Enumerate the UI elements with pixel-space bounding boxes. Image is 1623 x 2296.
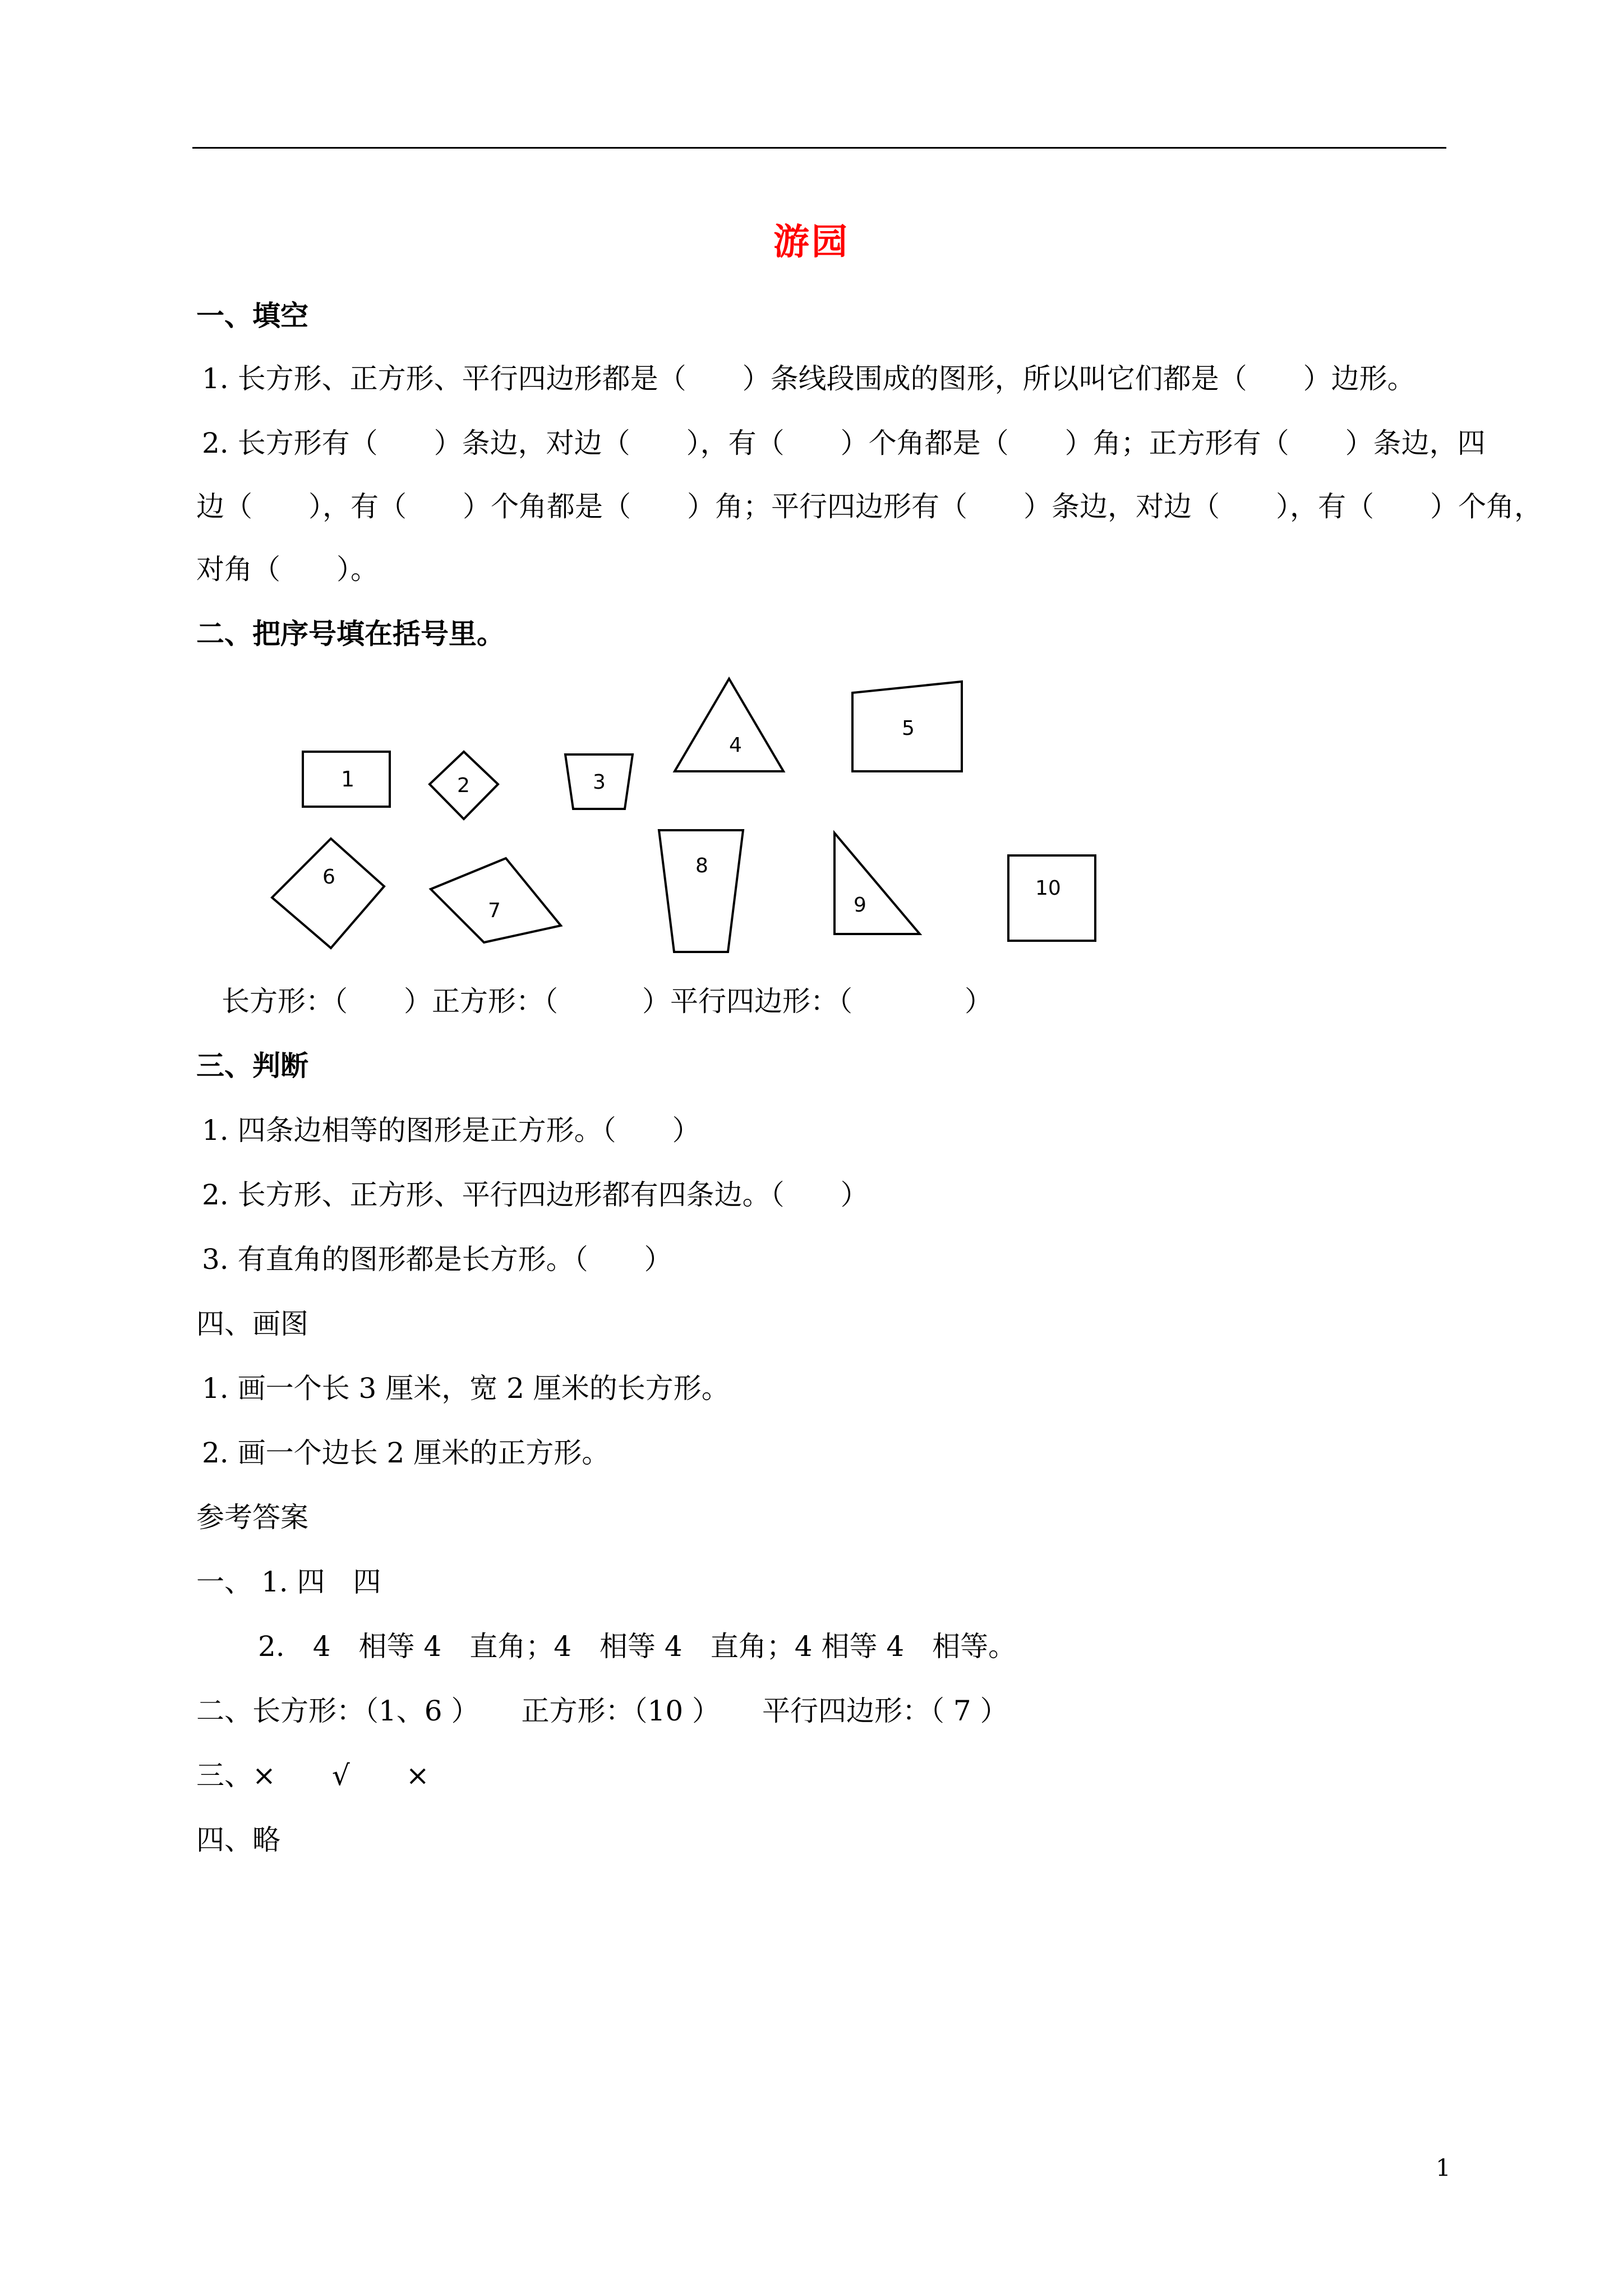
shape-6-label: 6 xyxy=(322,866,335,889)
shape-3-label: 3 xyxy=(593,771,606,794)
page-title: 游园 xyxy=(773,221,850,263)
sec3-question-3: 3. 有直角的图形都是长方形。（ ） xyxy=(202,1243,672,1276)
answer-1-line-1: 一、 1. 四 四 xyxy=(196,1566,381,1598)
answer-4: 四、略 xyxy=(196,1824,280,1856)
shape-2-label: 2 xyxy=(457,774,470,797)
sec1-question-1: 1. 长方形、正方形、平行四边形都是（ ）条线段围成的图形，所以叫它们都是（ ）边形。 xyxy=(202,362,1415,395)
section-2-heading: 二、把序号填在括号里。 xyxy=(196,617,505,650)
sec1-question-2-line-2: 边（ ），有（ ）个角都是（ ）角；平行四边形有（ ）条边，对边（ ），有（ ）个角， xyxy=(196,490,1542,523)
sec3-question-2: 2. 长方形、正方形、平行四边形都有四条边。（ ） xyxy=(202,1179,869,1211)
header-rule xyxy=(192,147,1446,149)
sec3-question-1: 1. 四条边相等的图形是正方形。（ ） xyxy=(202,1114,700,1147)
shape-5-label: 5 xyxy=(902,717,915,740)
answer-1-line-2: 2. 4 相等 4 直角；4 相等 4 直角；4 相等 4 相等。 xyxy=(258,1630,1017,1663)
sec1-question-2-line-1: 2. 长方形有（ ）条边，对边（ ），有（ ）个角都是（ ）角；正方形有（ ）条边，四 xyxy=(202,427,1486,459)
shape-4-triangle xyxy=(675,679,783,771)
sec4-question-2: 2. 画一个边长 2 厘米的正方形。 xyxy=(202,1437,610,1469)
shape-6-rectangle xyxy=(272,839,384,948)
shape-8-label: 8 xyxy=(695,854,708,877)
section-4-heading: 四、画图 xyxy=(196,1308,308,1340)
answer-3: 三、× √ × xyxy=(196,1759,430,1792)
page-number: 1 xyxy=(1436,2154,1451,2182)
shape-10-label: 10 xyxy=(1035,877,1061,900)
shapes-figure xyxy=(247,668,1144,982)
shape-9-triangle xyxy=(834,833,920,934)
shape-1-label: 1 xyxy=(341,767,355,792)
shape-4-label: 4 xyxy=(729,734,742,757)
shape-7-label: 7 xyxy=(488,899,501,922)
answers-heading: 参考答案 xyxy=(196,1501,308,1534)
shape-8-trapezoid xyxy=(659,830,743,952)
section-1-heading: 一、填空 xyxy=(196,299,308,332)
section-3-heading: 三、判断 xyxy=(196,1049,308,1082)
shape-9-label: 9 xyxy=(854,894,866,917)
sec1-question-2-line-3: 对角（ ）。 xyxy=(196,553,379,586)
sec2-answer-line: 长方形：（ ）正方形：（ ）平行四边形：（ ） xyxy=(222,985,993,1018)
answer-2: 二、长方形：（1、6 ） 正方形：（10 ） 平行四边形：（ 7 ） xyxy=(196,1695,1008,1727)
sec4-question-1: 1. 画一个长 3 厘米，宽 2 厘米的长方形。 xyxy=(202,1372,730,1405)
